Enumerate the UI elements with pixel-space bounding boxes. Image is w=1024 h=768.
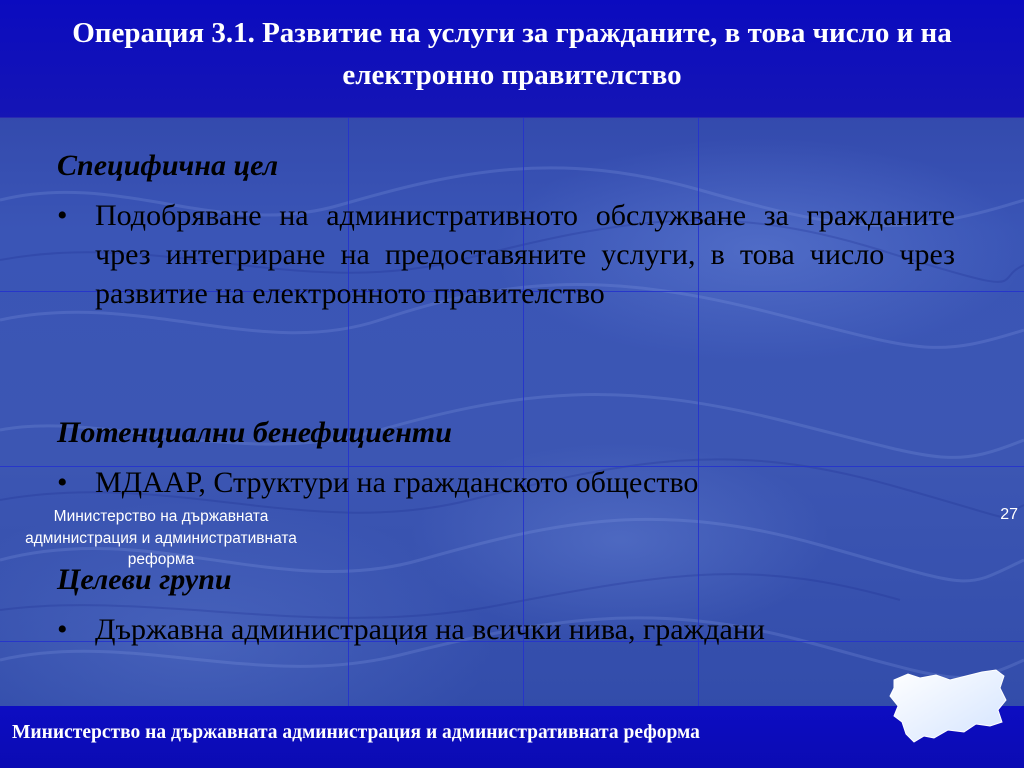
organization-label: Министерство на държавната администрация и административната реформа xyxy=(25,508,297,568)
list-item xyxy=(57,610,955,650)
bulgaria-map-icon xyxy=(884,666,1010,750)
bullet-text: МДААР, Структури на гражданското общество xyxy=(95,466,699,499)
footer-text: Министерство на държавната администрация и административната реформа xyxy=(12,722,700,743)
slide-title: Операция 3.1. Развитие на услуги за гражданите, в това число и на електронно правителство xyxy=(72,17,952,91)
bullet-glyph: • xyxy=(57,466,68,499)
list-item xyxy=(57,463,955,503)
page-number: 27 xyxy=(1000,506,1018,523)
slide-header xyxy=(0,0,1024,118)
bullet-glyph: • xyxy=(57,613,68,646)
list-item xyxy=(57,196,955,356)
bullet-text: Подобряване на административното обслужване за гражданите чрез интегриране на предоставяните услуги, в това число чрез развитие на електронното правителство xyxy=(95,199,955,310)
section-heading-target-groups: Целеви групи xyxy=(57,563,232,596)
bullet-text: Държавна администрация на всички нива, граждани xyxy=(95,613,765,646)
bullet-glyph: • xyxy=(57,199,68,232)
slide-footer xyxy=(0,706,1024,768)
section-heading-beneficiaries: Потенциални бенефициенти xyxy=(57,416,452,449)
section-heading-objective: Специфична цел xyxy=(57,149,279,182)
